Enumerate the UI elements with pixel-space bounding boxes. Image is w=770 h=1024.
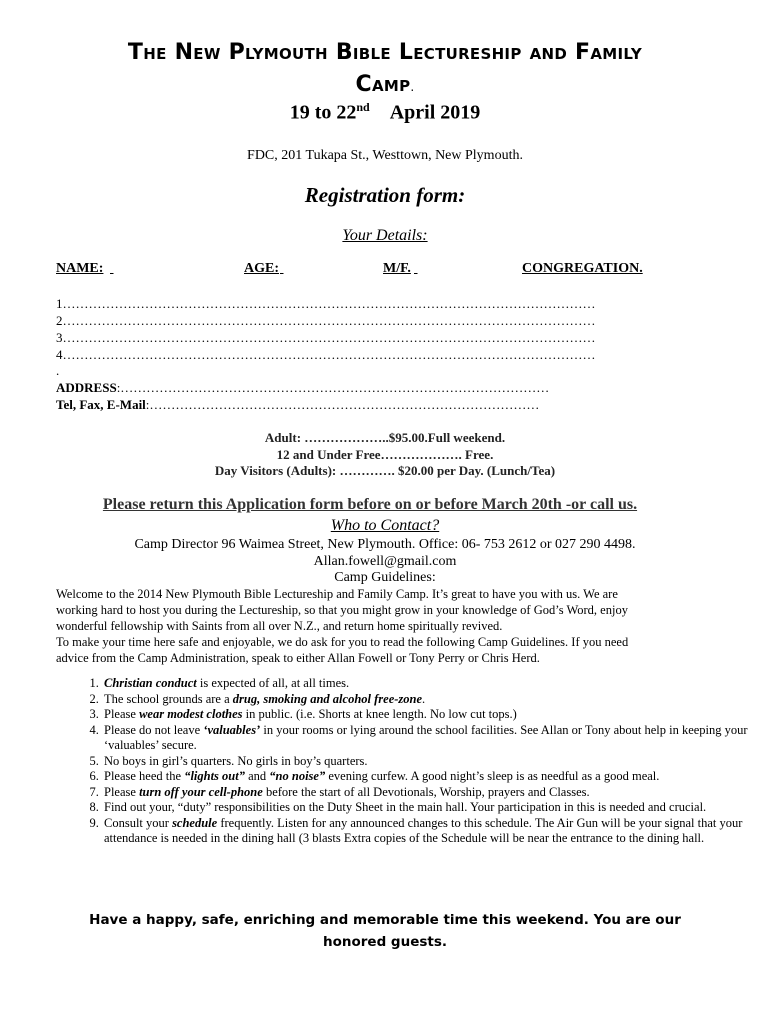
entry-line-4[interactable]: 4…………………………………………………………………………………………………………… — [56, 347, 596, 362]
guideline-item: 8. Find out your, “duty” responsibilities on the Duty Sheet in the main hall. Your participation in this is needed and crucial. — [102, 800, 762, 816]
welcome-line: advice from the Camp Administration, speak to either Allan Fowell or Tony Perry or Chris Herd. — [56, 651, 540, 665]
venue-address: FDC, 201 Tukapa St., Westtown, New Plymouth. — [247, 148, 523, 163]
contact-email[interactable]: Allan.fowell@gmail.com — [313, 554, 457, 569]
guideline-item: 3. Please wear modest clothes in public. (i.e. Shorts at knee length. No low cut tops.) — [102, 707, 762, 723]
fee-children: 12 and Under Free………………. Free. — [276, 447, 494, 462]
address-dots: :……………………………………………………………………………………… — [116, 380, 550, 395]
column-underline-name — [110, 261, 240, 277]
closing-line-2: honored guests. — [322, 934, 448, 950]
column-header-mf: M/F. — [383, 261, 411, 276]
camp-director-contact: Camp Director 96 Waimea Street, New Plymouth. Office: 06- 753 2612 or 027 290 4498. — [134, 537, 636, 552]
welcome-line: working hard to host you during the Lectureship, so that you might grow in your knowledge of God’s Word, enjoy — [56, 603, 628, 617]
welcome-paragraph — [56, 586, 716, 666]
closing-message — [40, 909, 730, 953]
guideline-item: 1. Christian conduct is expected of all, at all times. — [102, 676, 762, 692]
guideline-item: 9. Consult your schedule frequently. Listen for any announced changes to this schedule. The Air Gun will be your signal that your attendance is needed in the dining hall (3 blasts Extra copies of the Schedule will be near the entrance to the dining hall. — [102, 816, 762, 847]
welcome-line: Welcome to the 2014 New Plymouth Bible Lectureship and Family Camp. It’s great to have you with us. We are — [56, 587, 618, 601]
tel-dots: :……………………………………………………………………………… — [145, 397, 540, 412]
column-header-congregation: CONGREGATION. — [522, 261, 643, 276]
contact-details-field[interactable] — [56, 397, 666, 413]
stray-dot: . — [56, 363, 60, 378]
form-title: Registration form: — [304, 183, 466, 207]
closing-line-1: Have a happy, safe, enriching and memorable time this weekend. You are our — [89, 912, 681, 928]
dates-ordinal: nd — [356, 100, 370, 114]
entry-line-1[interactable]: 1…………………………………………………………………………………………………………… — [56, 296, 596, 311]
guideline-item: 4. Please do not leave ‘valuables’ in your rooms or lying around the school facilities. See Allan or Tony about help in keeping your ‘valuables’ secure. — [102, 723, 762, 754]
column-underline-mf — [414, 261, 522, 277]
return-notice: Please return this Application form before on or before March 20th -or call us. — [102, 496, 638, 513]
welcome-line: wonderful fellowship with Saints from all over N.Z., and return home spiritually revived. — [56, 619, 503, 633]
camp-guidelines-list — [56, 676, 762, 847]
dates-start: 19 to 22 — [289, 101, 357, 124]
guideline-item: 2. The school grounds are a drug, smoking and alcohol free-zone. — [102, 692, 762, 708]
column-underline-age — [280, 261, 382, 277]
guideline-item: 7. Please turn off your cell-phone before the start of all Devotionals, Worship, prayers and Classes. — [102, 785, 762, 801]
event-dates — [0, 100, 770, 125]
title-word-camp: Camp — [355, 72, 411, 97]
camp-guidelines-heading: Camp Guidelines: — [334, 570, 436, 585]
column-header-age: AGE: — [244, 261, 279, 276]
entry-line-3[interactable]: 3…………………………………………………………………………………………………………… — [56, 330, 596, 345]
fee-adult: Adult: ………………..$95.00.Full weekend. — [264, 430, 506, 445]
column-header-name: NAME: — [56, 261, 104, 276]
page-title-line1: The New Plymouth Bible Lectureship and Family — [127, 40, 643, 65]
dates-end: April 2019 — [389, 101, 481, 124]
page-title-line2 — [40, 70, 730, 102]
guideline-item: 5. No boys in girl’s quarters. No girls in boy’s quarters. — [102, 754, 762, 770]
welcome-line: To make your time here safe and enjoyable, we do ask for you to read the following Camp Guidelines. If you need — [56, 635, 629, 649]
tel-fax-email-label: Tel, Fax, E-Mail — [56, 397, 146, 412]
address-label: ADDRESS — [56, 380, 117, 395]
title-period: . — [410, 80, 415, 94]
section-heading-your-details: Your Details: — [342, 227, 428, 244]
address-field[interactable] — [56, 380, 666, 396]
guideline-item: 6. Please heed the “lights out” and “no noise” evening curfew. A good night’s sleep is as needful as a good meal. — [102, 769, 762, 785]
fee-day-visitors: Day Visitors (Adults): …………. $20.00 per Day. (Lunch/Tea) — [214, 463, 556, 478]
entry-line-2[interactable]: 2…………………………………………………………………………………………………………… — [56, 313, 596, 328]
who-to-contact-heading: Who to Contact? — [330, 517, 440, 534]
